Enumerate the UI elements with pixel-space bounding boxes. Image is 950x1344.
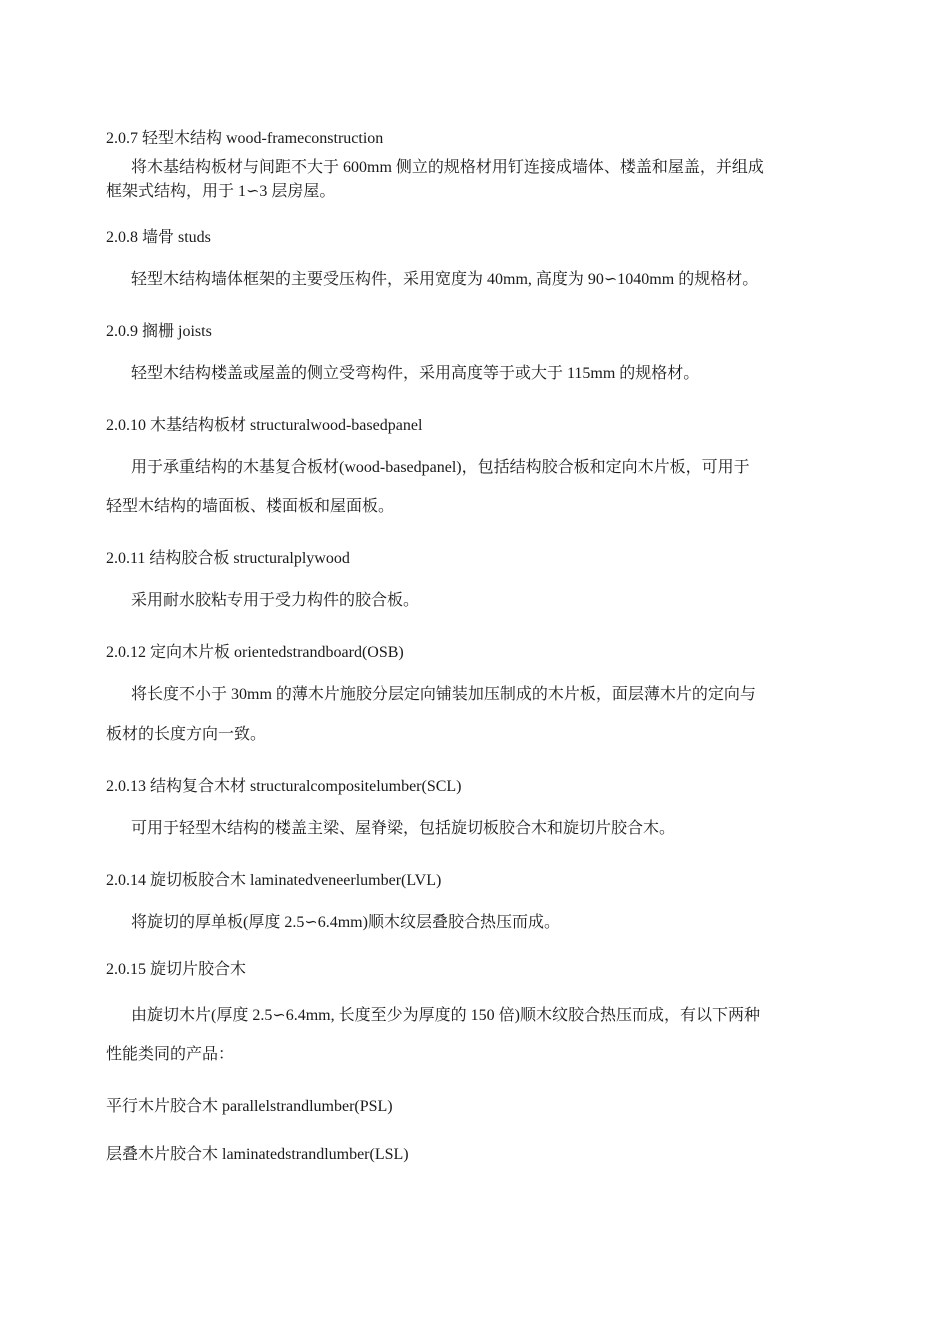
term-2-0-14-definition: 将旋切的厚单板(厚度 2.5∽6.4mm)顺木纹层叠胶合热压而成。 bbox=[131, 914, 560, 931]
term-2-0-7-definition-line2: 框架式结构，用于 1∽3 层房屋。 bbox=[106, 183, 336, 200]
term-2-0-9-heading: 2.0.9 搁栅 joists bbox=[106, 323, 212, 340]
product-lsl: 层叠木片胶合木 laminatedstrandlumber(LSL) bbox=[106, 1146, 409, 1163]
term-2-0-10-heading: 2.0.10 木基结构板材 structuralwood-basedpanel bbox=[106, 417, 423, 434]
term-2-0-13-heading: 2.0.13 结构复合木材 structuralcompositelumber(SCL) bbox=[106, 778, 462, 795]
term-2-0-10-definition-line1: 用于承重结构的木基复合板材(wood-basedpanel)，包括结构胶合板和定向木片板，可用于 bbox=[131, 459, 750, 476]
term-2-0-11-definition: 采用耐水胶粘专用于受力构件的胶合板。 bbox=[131, 592, 420, 609]
product-psl: 平行木片胶合木 parallelstrandlumber(PSL) bbox=[106, 1098, 393, 1115]
term-2-0-10-definition-line2: 轻型木结构的墙面板、楼面板和屋面板。 bbox=[106, 498, 395, 515]
term-2-0-7-definition-line1: 将木基结构板材与间距不大于 600mm 侧立的规格材用钉连接成墙体、楼盖和屋盖，并组成 bbox=[131, 159, 764, 176]
term-2-0-15-definition-line1: 由旋切木片(厚度 2.5∽6.4mm, 长度至少为厚度的 150 倍)顺木纹胶合热压而成，有以下两种 bbox=[131, 1007, 760, 1024]
term-2-0-8-heading: 2.0.8 墙骨 studs bbox=[106, 229, 211, 246]
term-2-0-12-definition-line1: 将长度不小于 30mm 的薄木片施胶分层定向铺装加压制成的木片板，面层薄木片的定向与 bbox=[131, 686, 756, 703]
term-2-0-13-definition: 可用于轻型木结构的楼盖主梁、屋脊梁，包括旋切板胶合木和旋切片胶合木。 bbox=[131, 820, 676, 837]
term-2-0-11-heading: 2.0.11 结构胶合板 structuralplywood bbox=[106, 550, 350, 567]
term-2-0-9-definition: 轻型木结构楼盖或屋盖的侧立受弯构件，采用高度等于或大于 115mm 的规格材。 bbox=[131, 365, 700, 382]
term-2-0-15-definition-line2: 性能类同的产品： bbox=[106, 1046, 235, 1063]
term-2-0-7-heading: 2.0.7 轻型木结构 wood-frameconstruction bbox=[106, 130, 384, 147]
term-2-0-8-definition: 轻型木结构墙体框架的主要受压构件，采用宽度为 40mm, 高度为 90∽1040mm 的规格材。 bbox=[131, 271, 759, 288]
term-2-0-12-heading: 2.0.12 定向木片板 orientedstrandboard(OSB) bbox=[106, 644, 404, 661]
term-2-0-15-heading: 2.0.15 旋切片胶合木 bbox=[106, 961, 247, 978]
term-2-0-14-heading: 2.0.14 旋切板胶合木 laminatedveneerlumber(LVL) bbox=[106, 872, 442, 889]
term-2-0-12-definition-line2: 板材的长度方向一致。 bbox=[106, 726, 267, 743]
